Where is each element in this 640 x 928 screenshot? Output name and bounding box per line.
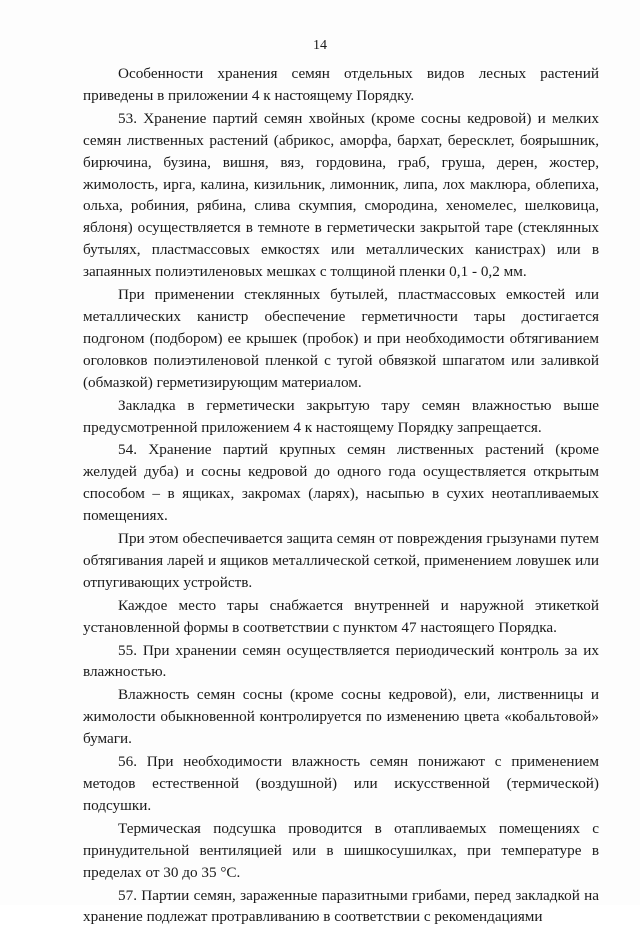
paragraph-seed-storage-intro: Особенности хранения семян отдельных видов лесных растений приведены в приложении 4 к настоящему Порядку. xyxy=(83,65,599,104)
page-number: 14 xyxy=(313,38,327,53)
paragraph-rodent-protection: При этом обеспечивается защита семян от повреждения грызунами путем обтягивания ларей и ящиков металлической сеткой, применением ловушек или отпугивающих устройств. xyxy=(83,530,599,591)
paragraph-57: 57. Партии семян, зараженные паразитными грибами, перед закладкой на хранение подлежат протравливанию в соответствии с рекомендациями xyxy=(83,886,599,926)
paragraph-humidity-control: Влажность семян сосны (кроме сосны кедровой), ели, лиственницы и жимолости обыкновенной контролируется по изменению цвета «кобальтовой» бумаги. xyxy=(83,686,599,748)
paragraph-56: 56. При необходимости влажность семян понижают с применением методов естественной (воздушной) или искусственной (термической) подсушки. xyxy=(83,753,599,814)
paragraph-thermal-drying: Термическая подсушка проводится в отапливаемых помещениях с принудительной вентиляцией или в шишкосушилках, при температуре в пределах от 30 до 35 °С. xyxy=(83,819,599,881)
paragraph-humidity-prohibition: Закладка в герметически закрытую тару семян влажностью выше предусмотренной приложением 4 к настоящему Порядку запрещается. xyxy=(83,396,599,436)
paragraph-53: 53. Хранение партий семян хвойных (кроме сосны кедровой) и мелких семян лиственных растений (абрикос, аморфа, бархат, бересклет, боярышник, бирючина, бузина, вишня, вяз, гордовина, граб, груша, дерен, жостер, жимолость, ирга, калина, кизильник, лимонник, липа, лох маклюра, облепиха, ольха, робиния, рябина, слива скумпия, смородина, хеномелес, шелковица, яблоня) осуществляется в темноте в герметически закрытой таре (стеклянных бутылях, пластмассовых емкостях или металлических канистрах) или в запаянных полиэтиленовых мешках с толщиной пленки 0,1 - 0,2 мм. xyxy=(83,109,599,281)
document-body xyxy=(83,63,599,928)
paragraph-55: 55. При хранении семян осуществляется периодический контроль за их влажностью. xyxy=(83,641,599,681)
paragraph-54: 54. Хранение партий крупных семян лиственных растений (кроме желудей дуба) и сосны кедровой до одного года осуществляется открытым способом – в ящиках, закромах (ларях), насыпью в сухих неотапливаемых помещениях. xyxy=(83,441,599,525)
paragraph-labeling: Каждое место тары снабжается внутренней и наружной этикеткой установленной формы в соответствии с пунктом 47 настоящего Порядка. xyxy=(83,596,599,636)
paragraph-container-sealing: При применении стеклянных бутылей, пластмассовых емкостей или металлических канистр обеспечение герметичности тары достигается подгоном (подбором) ее крышек (пробок) и при необходимости обтягиванием оголовков полиэтиленовой пленкой с тугой обвязкой шпагатом или заливкой (обмазкой) герметизирующим материалом. xyxy=(83,286,599,391)
